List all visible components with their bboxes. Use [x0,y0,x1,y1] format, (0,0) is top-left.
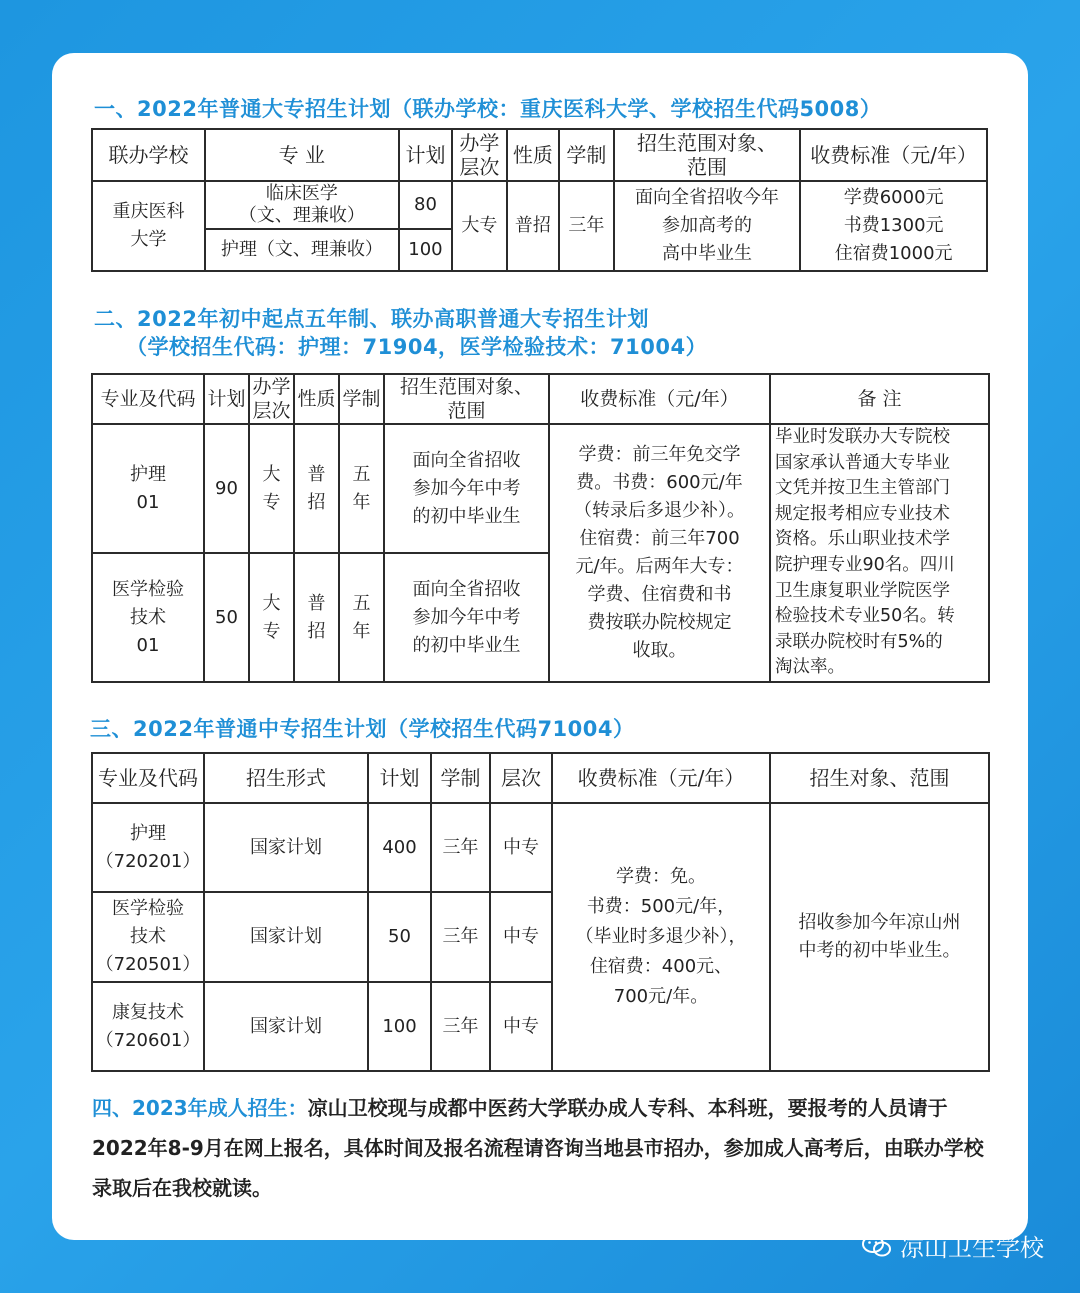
wechat-icon [862,1234,892,1258]
s1-scope: 面向全省招收今年 参加高考的 高中毕业生 [614,181,801,271]
s2-major-lab: 医学检验 技术 01 [92,553,204,682]
s1-major-nursing: 护理（文、理兼收） [205,229,399,271]
s1-school: 重庆医科 大学 [92,181,205,271]
s2-major-nursing: 护理 01 [92,424,204,553]
s3-header-plan: 计划 [368,753,431,803]
section2-table [91,373,990,683]
s2-remarks: 毕业时发联办大专院校 国家承认普通大专毕业 文凭并按卫生主管部门 规定报考相应专业技术 资格。乐山职业技术学 院护理专业90名。四川 卫生康复职业学院医学 检验技术专业50名。转 录联办院校时有5%的 淘汰率。 [770,424,989,682]
s1-header-scope: 招生范围对象、 范围 [614,129,801,181]
s1-header-nature: 性质 [507,129,559,181]
s2-header-nature: 性质 [294,374,339,424]
s3-header-form: 招生形式 [204,753,368,803]
section3-title: 三、2022年普通中专招生计划（学校招生代码71004） [90,717,635,741]
s1-duration: 三年 [559,181,613,271]
section2-title-line1: 二、2022年初中起点五年制、联办高职普通大专招生计划 [94,307,649,331]
watermark [862,1228,1044,1263]
s2-header-major: 专业及代码 [92,374,204,424]
s2-duration-lab: 五 年 [339,553,384,682]
s3-header-major: 专业及代码 [92,753,204,803]
section2-title-line2: （学校招生代码：护理：71904，医学检验技术：71004） [126,335,708,359]
s3-header-duration: 学制 [431,753,490,803]
s2-nature-lab: 普 招 [294,553,339,682]
s1-header-major: 专 业 [205,129,399,181]
s3-level-nursing: 中专 [490,803,552,892]
s2-scope-lab: 面向全省招收 参加今年中考 的初中毕业生 [384,553,549,682]
s3-level-lab: 中专 [490,892,552,982]
s3-duration-rehab: 三年 [431,982,490,1071]
watermark-text: 凉山卫生学校 [900,1234,1044,1262]
s3-scope: 招收参加今年凉山州 中考的初中毕业生。 [770,803,989,1071]
s3-form-lab: 国家计划 [204,892,368,982]
s2-plan-nursing: 90 [204,424,249,553]
s1-header-plan: 计划 [399,129,452,181]
s2-header-remarks: 备 注 [770,374,989,424]
s3-header-fees: 收费标准（元/年） [552,753,770,803]
s3-header-scope: 招生对象、范围 [770,753,989,803]
section1-table [91,128,988,272]
s3-form-nursing: 国家计划 [204,803,368,892]
section3-table [91,752,990,1072]
s2-header-plan: 计划 [204,374,249,424]
s2-header-duration: 学制 [339,374,384,424]
s3-major-rehab: 康复技术 （720601） [92,982,204,1071]
s3-form-rehab: 国家计划 [204,982,368,1071]
s3-duration-lab: 三年 [431,892,490,982]
s3-duration-nursing: 三年 [431,803,490,892]
section1-title: 一、2022年普通大专招生计划（联办学校：重庆医科大学、学校招生代码5008） [94,97,882,121]
s2-header-level: 办学 层次 [249,374,294,424]
s1-header-school: 联办学校 [92,129,205,181]
s3-plan-lab: 50 [368,892,431,982]
s1-header-fees: 收费标准（元/年） [800,129,987,181]
s1-plan-clinical: 80 [399,181,452,229]
s3-plan-nursing: 400 [368,803,431,892]
s2-duration-nursing: 五 年 [339,424,384,553]
section4-paragraph [92,1088,992,1208]
s1-plan-nursing: 100 [399,229,452,271]
s2-scope-nursing: 面向全省招收 参加今年中考 的初中毕业生 [384,424,549,553]
s2-fees: 学费：前三年免交学 费。书费：600元/年 （转录后多退少补）。 住宿费：前三年700 元/年。后两年大专： 学费、住宿费和书 费按联办院校规定 收取。 [549,424,770,682]
s2-plan-lab: 50 [204,553,249,682]
s1-level: 大专 [452,181,506,271]
s3-major-nursing: 护理 （720201） [92,803,204,892]
s2-level-nursing: 大 专 [249,424,294,553]
s2-nature-nursing: 普 招 [294,424,339,553]
s2-header-fees: 收费标准（元/年） [549,374,770,424]
s3-level-rehab: 中专 [490,982,552,1071]
s3-header-level: 层次 [490,753,552,803]
s1-nature: 普招 [507,181,559,271]
s1-header-duration: 学制 [559,129,613,181]
section4-text: 凉山卫校现与成都中医药大学联办成人专科、本科班，要报考的人员请于2022年8-9月在网上报名，具体时间及报名流程请咨询当地县市招办，参加成人高考后，由联办学校录取后在我校就读。 [92,1096,984,1200]
s2-level-lab: 大 专 [249,553,294,682]
s1-header-level: 办学 层次 [452,129,506,181]
s3-major-lab: 医学检验 技术 （720501） [92,892,204,982]
s3-plan-rehab: 100 [368,982,431,1071]
s1-major-clinical: 临床医学 （文、理兼收） [205,181,399,229]
s2-header-scope: 招生范围对象、 范围 [384,374,549,424]
s3-fees: 学费：免。 书费：500元/年， （毕业时多退少补）， 住宿费：400元、 700元/年。 [552,803,770,1071]
section4-heading: 四、2023年成人招生： [92,1096,308,1120]
s1-fees: 学费6000元 书费1300元 住宿费1000元 [800,181,987,271]
